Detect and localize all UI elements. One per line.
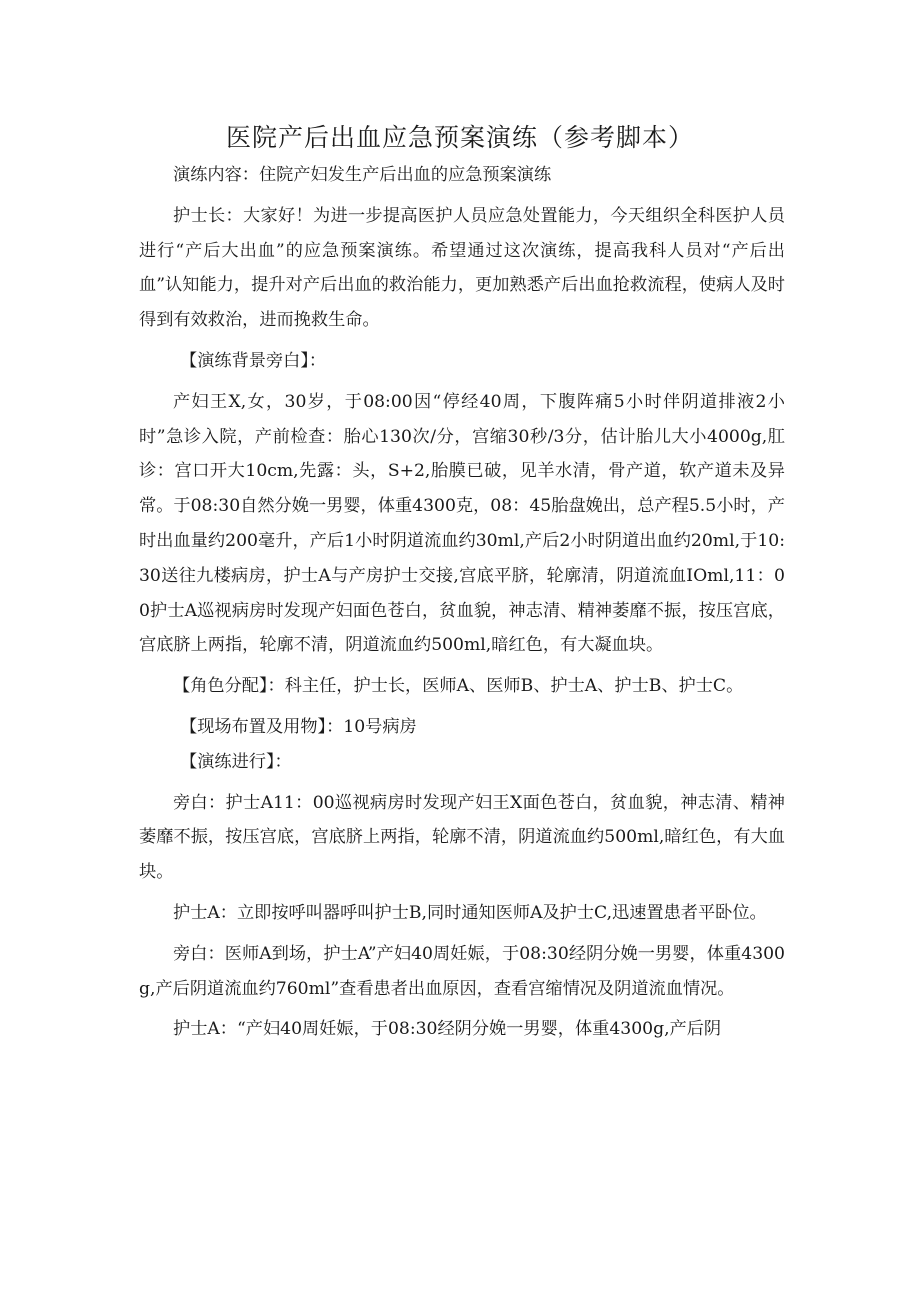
paragraph-drill-content: 演练内容：住院产妇发生产后出血的应急预案演练 — [173, 165, 552, 185]
paragraph-site-setup: 【现场布置及用物】：10号病房 — [180, 716, 417, 737]
paragraph-narration-doctor-arrives: 旁白：医师A到场，护士A”产妇40周妊娠，于08:30经阴分娩一男婴，体重4300g,产后阴道流血约760ml”查看患者出血原因，查看宫缩情况及阴道流血情况。 — [139, 943, 785, 999]
paragraph-nurse-a-call: 护士A：立即按呼叫器呼叫护士B,同时通知医师A及护士C,迅速置患者平卧位。 — [173, 902, 767, 923]
paragraph-narration-ward-round: 旁白：护士A11：00巡视病房时发现产妇王X面色苍白，贫血貌，神志清、精神萎靡不振，按压宫底，宫底脐上两指，轮廓不清，阴道流血约500ml,暗红色，有大血块。 — [139, 792, 785, 883]
paragraph-role-assignment: 【角色分配】：科主任，护士长，医师A、医师B、护士A、护士B、护士C。 — [173, 676, 744, 697]
document-title: 医院产后出血应急预案演练（参考脚本） — [225, 123, 694, 152]
document-body — [139, 158, 785, 1047]
section-heading-drill-progress: 【演练进行】： — [180, 751, 292, 772]
paragraph-nurse-a-report: 护士A：“产妇40周妊娠，于08:30经阴分娩一男婴，体重4300g,产后阴 — [173, 1019, 722, 1040]
section-heading-background: 【演练背景旁白】： — [180, 350, 327, 371]
paragraph-head-nurse-intro: 护士长：大家好！为进一步提高医护人员应急处置能力，今天组织全科医护人员进行“产后大出血”的应急预案演练。希望通过这次演练，提高我科人员对“产后出血”认知能力，提升对产后出血的救治能力，更加熟悉产后出血抢救流程，使病人及时得到有效救治，进而挽救生命。 — [139, 205, 785, 331]
paragraph-background-narration: 产妇王X,女，30岁，于08:00因“停经40周，下腹阵痛5小时伴阴道排液2小时”急诊入院，产前检查：胎心130次/分，宫缩30秒/3分，估计胎儿大小4000g,肛诊：宫口开大10cm,先露：头，S+2,胎膜已破，见羊水清，骨产道，软产道未及异常。于08:30自然分娩一男婴，体重4300克，08：45胎盘娩出，总产程5.5小时，产时出血量约200毫升，产后1小时阴道流血约30ml,产后2小时阴道出血约20ml,于10:30送往九楼病房，护士A与产房护士交接,宫底平脐，轮廓清，阴道流血IOml,11：00护士A巡视病房时发现产妇面色苍白，贫血貌，神志清、精神萎靡不振，按压宫底，宫底脐上两指，轮廓不清，阴道流血约500ml,暗红色，有大凝血块。 — [139, 391, 785, 656]
